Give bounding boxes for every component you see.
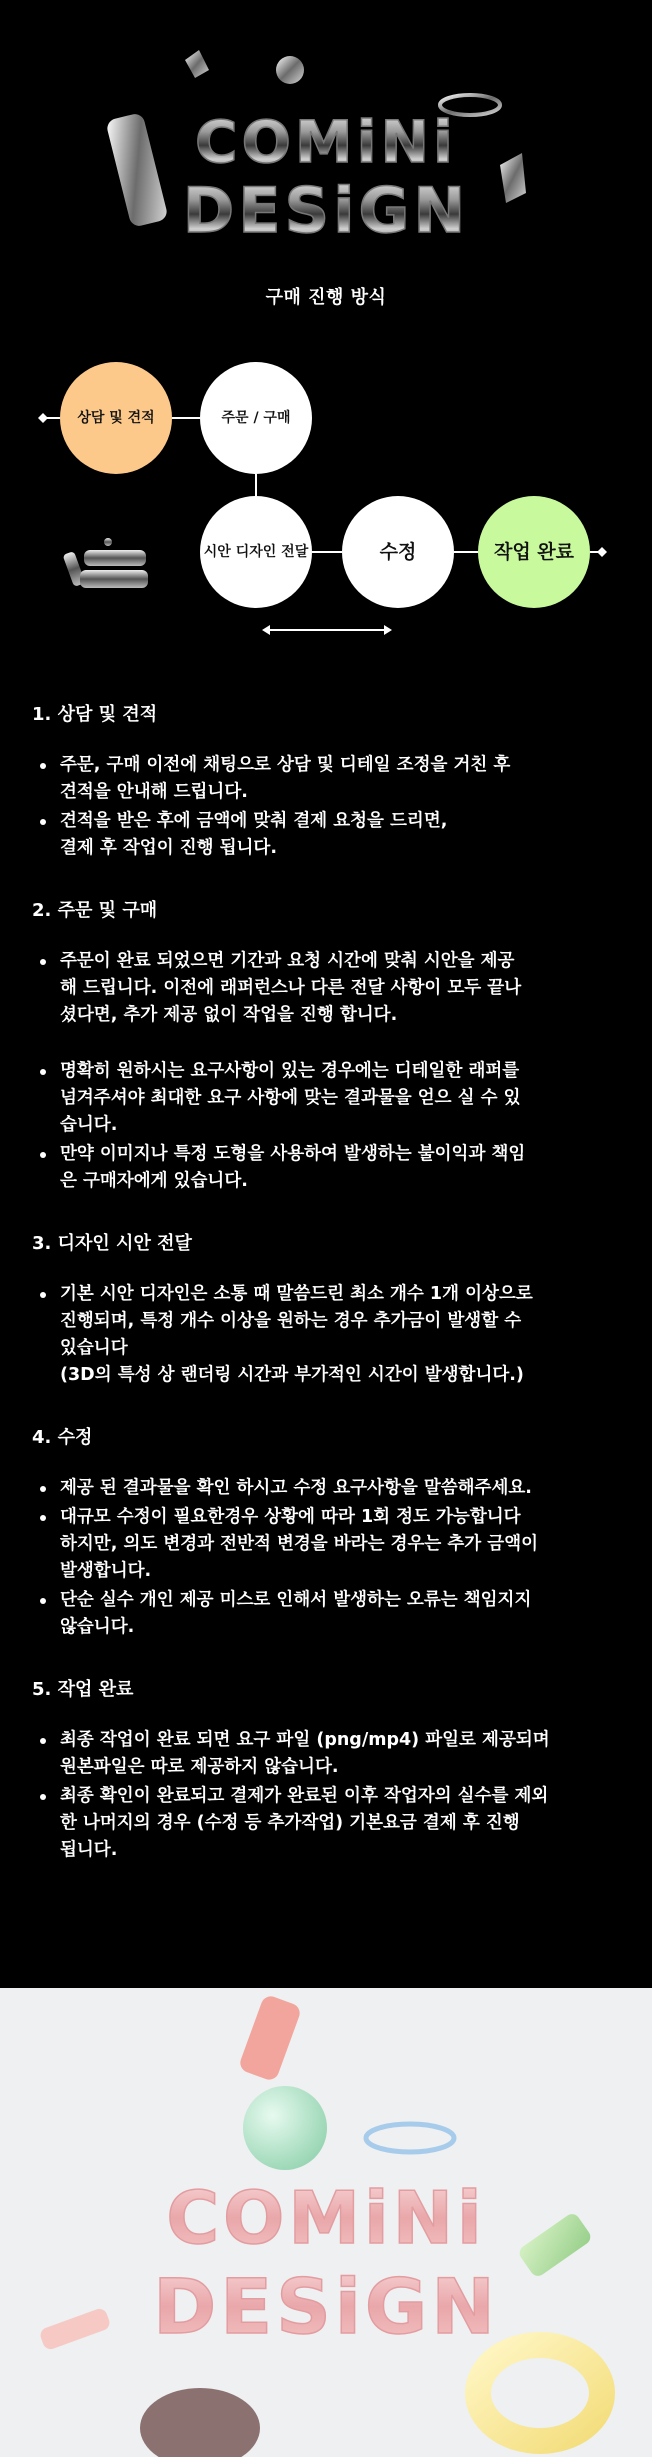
arrow-right-icon: [384, 625, 392, 635]
list-item-line: 발생합니다.: [60, 1561, 152, 1581]
list-item-line: 해 드립니다. 이전에 래퍼런스나 다른 전달 사항이 모두 끝나: [60, 978, 522, 998]
list-item-line: 않습니다.: [60, 1617, 135, 1637]
mint-sphere-shape: [243, 2086, 327, 2170]
arrow-left-icon: [262, 625, 270, 635]
list-item: [32, 1141, 622, 1195]
logo-text-line1: COMiNi: [195, 108, 457, 176]
section-title: 4. 수정: [32, 1427, 93, 1448]
list-item-line: 견적을 받은 후에 금액에 맞춰 결제 요청을 드리면,: [60, 811, 448, 831]
flow-step-revision: [342, 496, 454, 608]
process-flow-diagram: [0, 330, 652, 650]
flow-step-complete: [478, 496, 590, 608]
section-title: 1. 상담 및 견적: [32, 704, 158, 725]
list-item: [32, 948, 622, 1029]
list-item: [32, 1783, 622, 1864]
list-item-line: 기본 시안 디자인은 소통 때 말씀드린 최소 개수 1개 이상으로: [60, 1284, 533, 1304]
chrome-bar-shape: [105, 112, 168, 228]
small-chrome-logo-image: [60, 530, 160, 600]
list-item-line: 원본파일은 따로 제공하지 않습니다.: [60, 1757, 339, 1777]
list-item-line: 최종 작업이 완료 되면 요구 파일 (png/mp4) 파일로 제공되며: [60, 1730, 550, 1750]
section-title: 2. 주문 및 구매: [32, 900, 158, 921]
flow-step-order-label: 주문 / 구매: [221, 409, 291, 426]
list-item-line: 됩니다.: [60, 1840, 118, 1860]
list-item-line: 주문, 구매 이전에 채팅으로 상담 및 디테일 조정을 거친 후: [60, 755, 511, 775]
pastel-logo-image: [0, 1988, 652, 2457]
terms-content: [32, 700, 622, 1898]
chrome-logo-image: [0, 0, 652, 270]
logo-top: [0, 0, 652, 270]
section-revision: [32, 1423, 622, 1641]
list-item: [32, 1587, 622, 1641]
flow-step-draft-label-1: 시안: [203, 543, 231, 560]
list-item-line: 넘겨주셔야 최대한 요구 사항에 맞는 결과물을 얻으 실 수 있: [60, 1088, 521, 1108]
flow-end-diamond-icon: [597, 547, 607, 557]
pastel-logo-text-line2: DESiGN: [153, 2262, 499, 2351]
flow-step-order: [200, 362, 312, 474]
list-item-line: 은 구매자에게 있습니다.: [60, 1171, 248, 1191]
list-item-line: 결제 후 작업이 진행 됩니다.: [60, 838, 277, 858]
list-item-line: 셨다면, 추가 제공 없이 작업을 진행 합니다.: [60, 1005, 398, 1025]
list-item-line: 한 나머지의 경우 (수정 등 추가작업) 기본요금 결제 후 진행: [60, 1813, 520, 1833]
flow-step-consult: [60, 362, 172, 474]
list-item: [32, 1281, 622, 1389]
list-item-line: 주문이 완료 되었으면 기간과 요청 시간에 맞춰 시안을 제공: [60, 951, 515, 971]
list-item-line: 제공 된 결과물을 확인 하시고 수정 요구사항을 말씀해주세요.: [60, 1478, 532, 1498]
flow-step-draft: [200, 496, 312, 608]
list-item-line: 대규모 수정이 필요한경우 상황에 따라 1회 정도 가능합니다: [60, 1507, 521, 1527]
list-item-line: 명확히 원하시는 요구사항이 있는 경우에는 디테일한 래퍼를: [60, 1061, 520, 1081]
flow-step-consult-label: 상담 및 견적: [77, 409, 155, 426]
list-item-line: 만약 이미지나 특정 도형을 사용하여 발생하는 불이익과 책임: [60, 1144, 526, 1164]
flow-step-complete-label: 작업 완료: [493, 540, 575, 563]
pastel-logo-text-line1: COMiNi: [166, 2176, 486, 2260]
list-item: [32, 1475, 622, 1502]
process-title: 구매 진행 방식: [265, 287, 387, 308]
list-item: [32, 1058, 622, 1139]
section-title: 5. 작업 완료: [32, 1679, 134, 1700]
logo-bottom: [0, 1988, 652, 2457]
list-item-line: 견적을 안내해 드립니다.: [60, 782, 248, 802]
section-draft: [32, 1229, 622, 1389]
chrome-shard-shape-2: [500, 153, 526, 203]
section-complete: [32, 1675, 622, 1864]
list-item-line: 있습니다: [60, 1338, 128, 1358]
flow-step-draft-label-2: 디자인 전달: [235, 543, 309, 560]
list-item: [32, 1727, 622, 1781]
chrome-sphere-shape: [276, 56, 304, 84]
section-order: [32, 896, 622, 1195]
chrome-shard-shape: [185, 50, 209, 78]
list-item: [32, 808, 622, 862]
list-item-line: 단순 실수 개인 제공 미스로 인해서 발생하는 오류는 책임지지: [60, 1590, 532, 1610]
list-item-line: 진행되며, 특정 개수 이상을 원하는 경우 추가금이 발생할 수: [60, 1311, 522, 1331]
section-consult: [32, 700, 622, 862]
list-item-line: 최종 확인이 완료되고 결제가 완료된 이후 작업자의 실수를 제외: [60, 1786, 549, 1806]
list-item-line: 하지만, 의도 변경과 전반적 변경을 바라는 경우는 추가 금액이: [60, 1534, 539, 1554]
flow-step-revision-label: 수정: [379, 540, 417, 563]
list-item-line: 습니다.: [60, 1115, 118, 1135]
list-item: [32, 752, 622, 806]
list-item-line: (3D의 특성 상 랜더링 시간과 부가적인 시간이 발생합니다.): [60, 1365, 524, 1385]
list-item: [32, 1504, 622, 1585]
section-title: 3. 디자인 시안 전달: [32, 1233, 192, 1254]
logo-text-line2: DESiGN: [182, 174, 470, 247]
